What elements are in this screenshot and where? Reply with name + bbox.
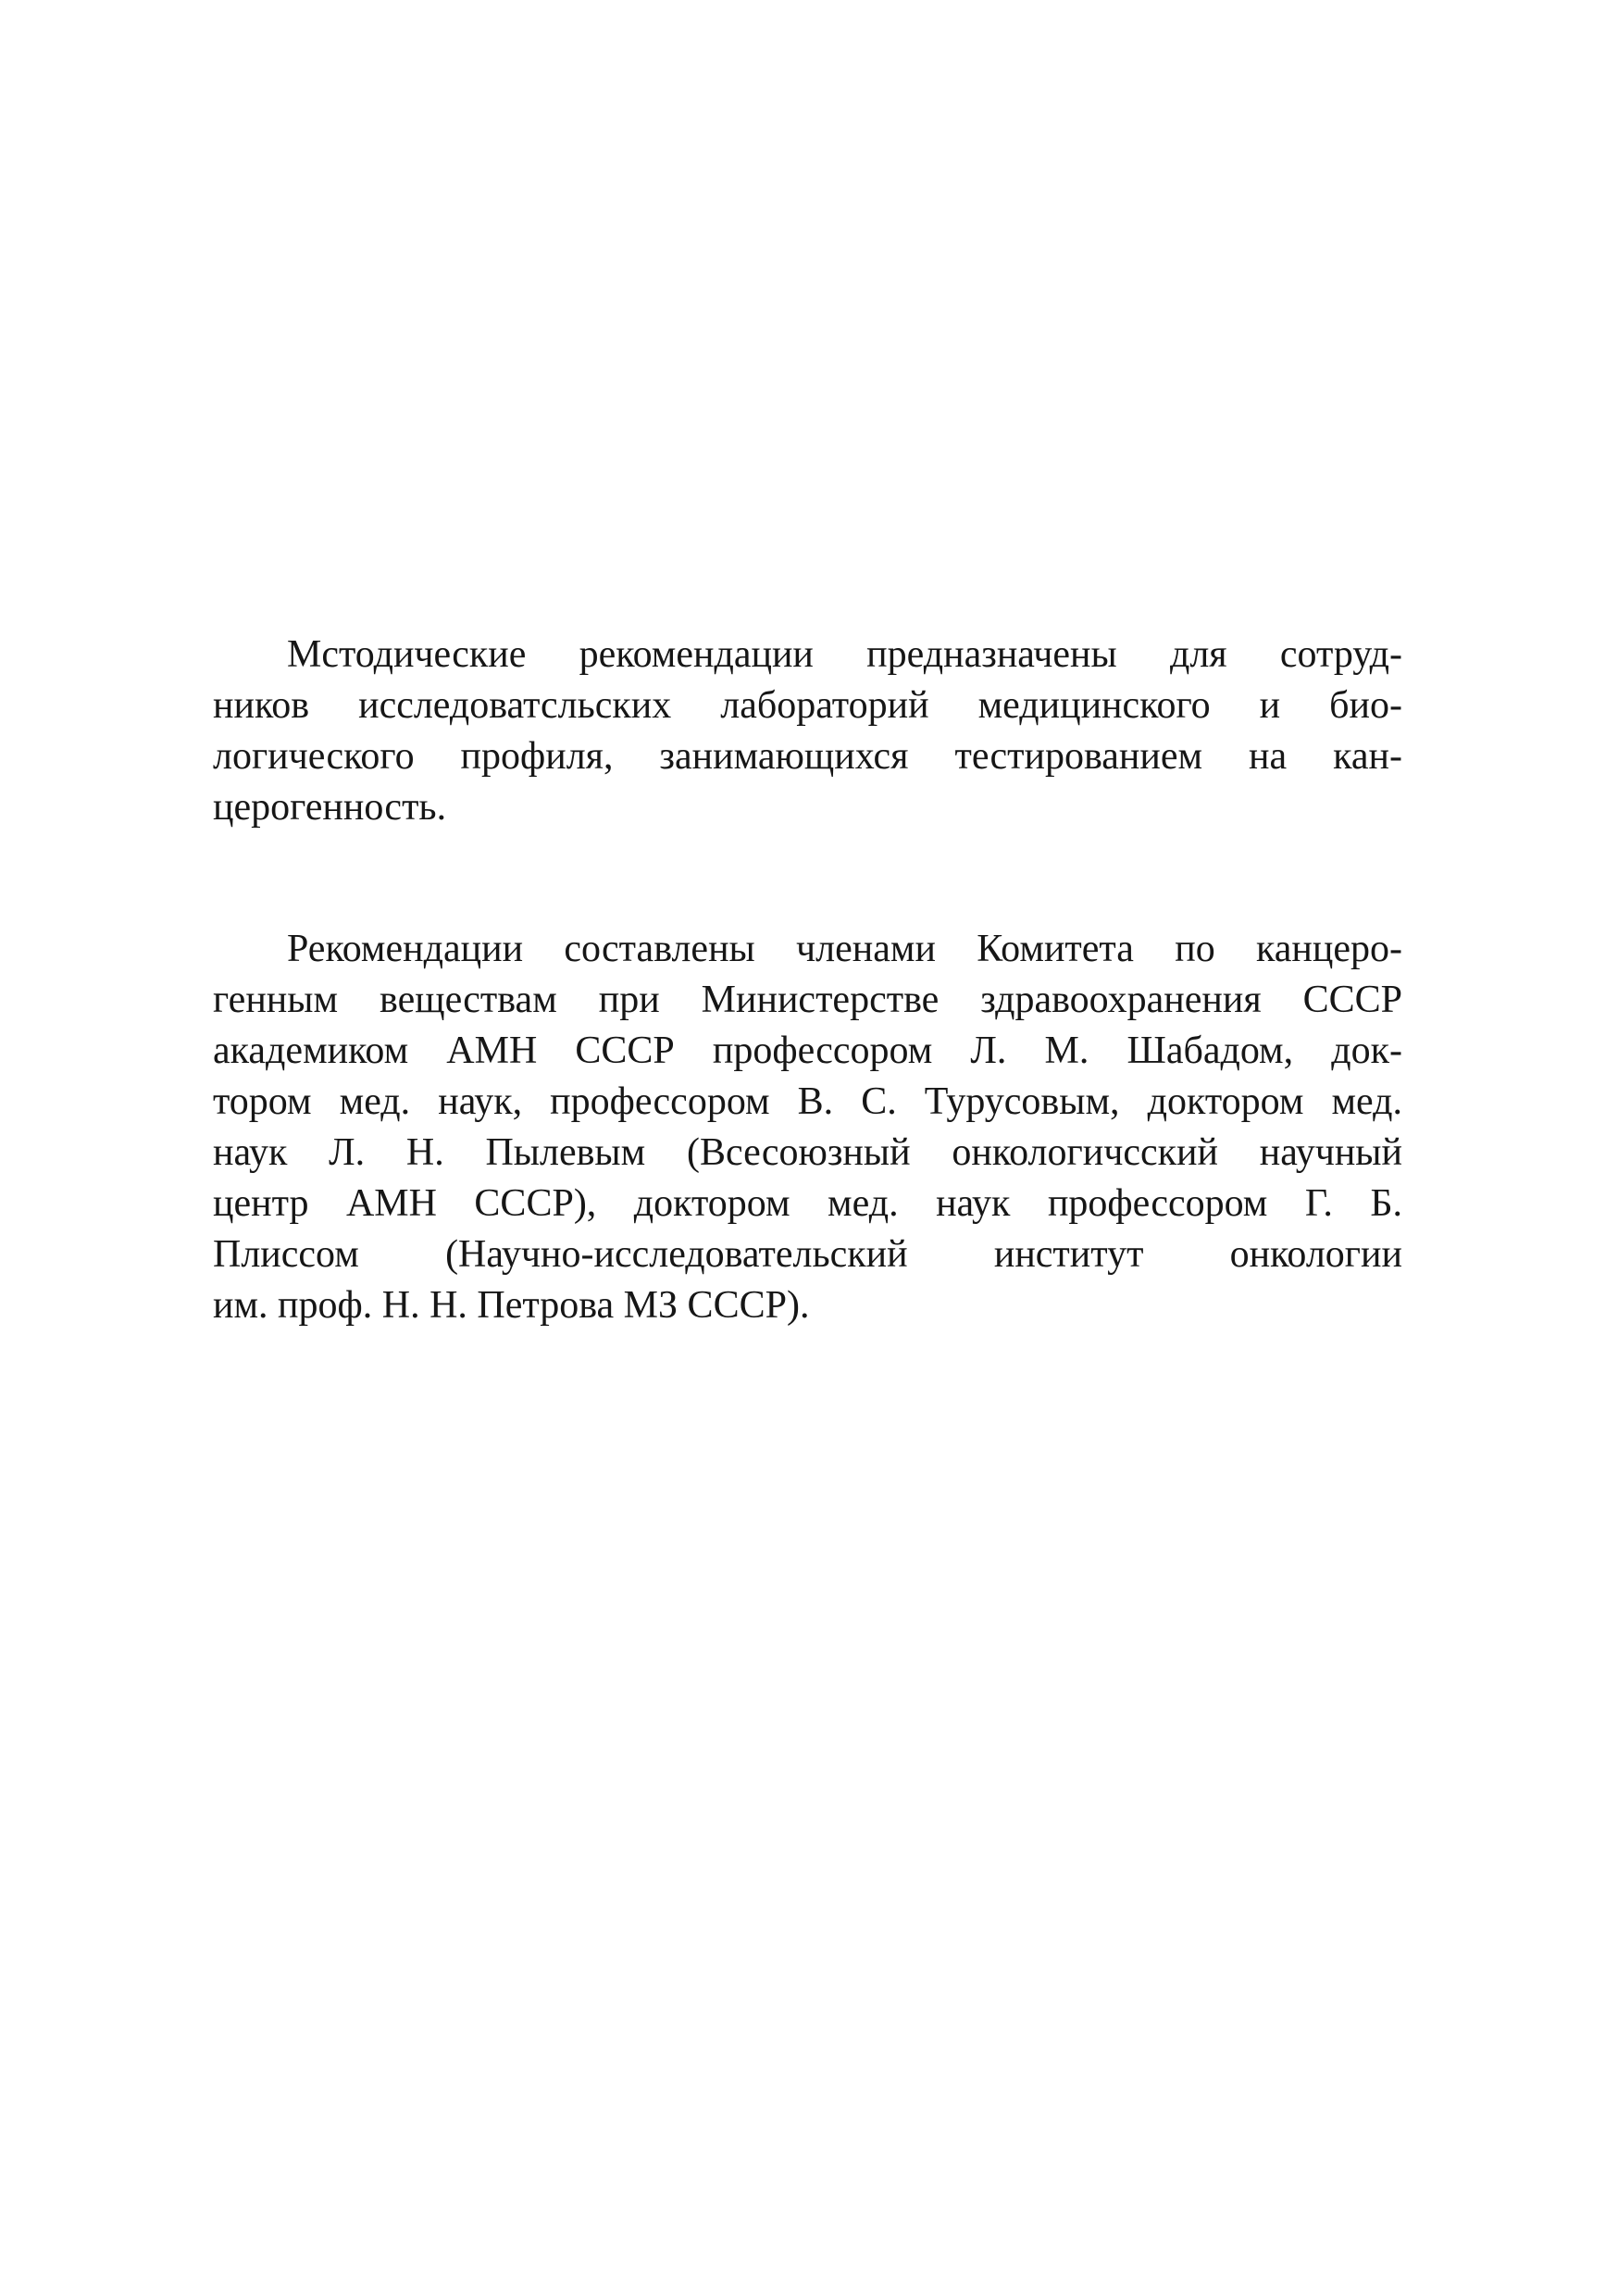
text-line: наук Л. Н. Пылевым (Всесоюзный онкологичсский научный xyxy=(213,1131,1402,1174)
text-line: Рекомендации составлены членами Комитета по канцеро- xyxy=(287,928,1402,970)
authors-paragraph xyxy=(213,924,1402,1331)
text-line: центр АМН СССР), доктором мед. наук профессором Г. Б. xyxy=(213,1182,1402,1225)
text-line: им. проф. Н. Н. Петрова МЗ СССР). xyxy=(213,1284,810,1327)
text-line: логического профиля, занимающихся тестированием на кан- xyxy=(213,735,1402,778)
text-line: тором мед. наук, профессором В. С. Турусовым, доктором мед. xyxy=(213,1080,1402,1123)
text-line: церогенность. xyxy=(213,786,447,829)
text-line: Мстодические рекомендации предназначены для сотруд- xyxy=(287,633,1402,676)
text-line: Плиссом (Научно-исследовательский институт онкологии xyxy=(213,1233,1402,1276)
text-line: генным веществам при Министерстве здравоохранения СССР xyxy=(213,979,1402,1021)
purpose-paragraph xyxy=(213,630,1402,833)
text-line: ников исследоватсльских лабораторий медицинского и био- xyxy=(213,684,1402,727)
text-line: академиком АМН СССР профессором Л. М. Шабадом, док- xyxy=(213,1029,1402,1072)
